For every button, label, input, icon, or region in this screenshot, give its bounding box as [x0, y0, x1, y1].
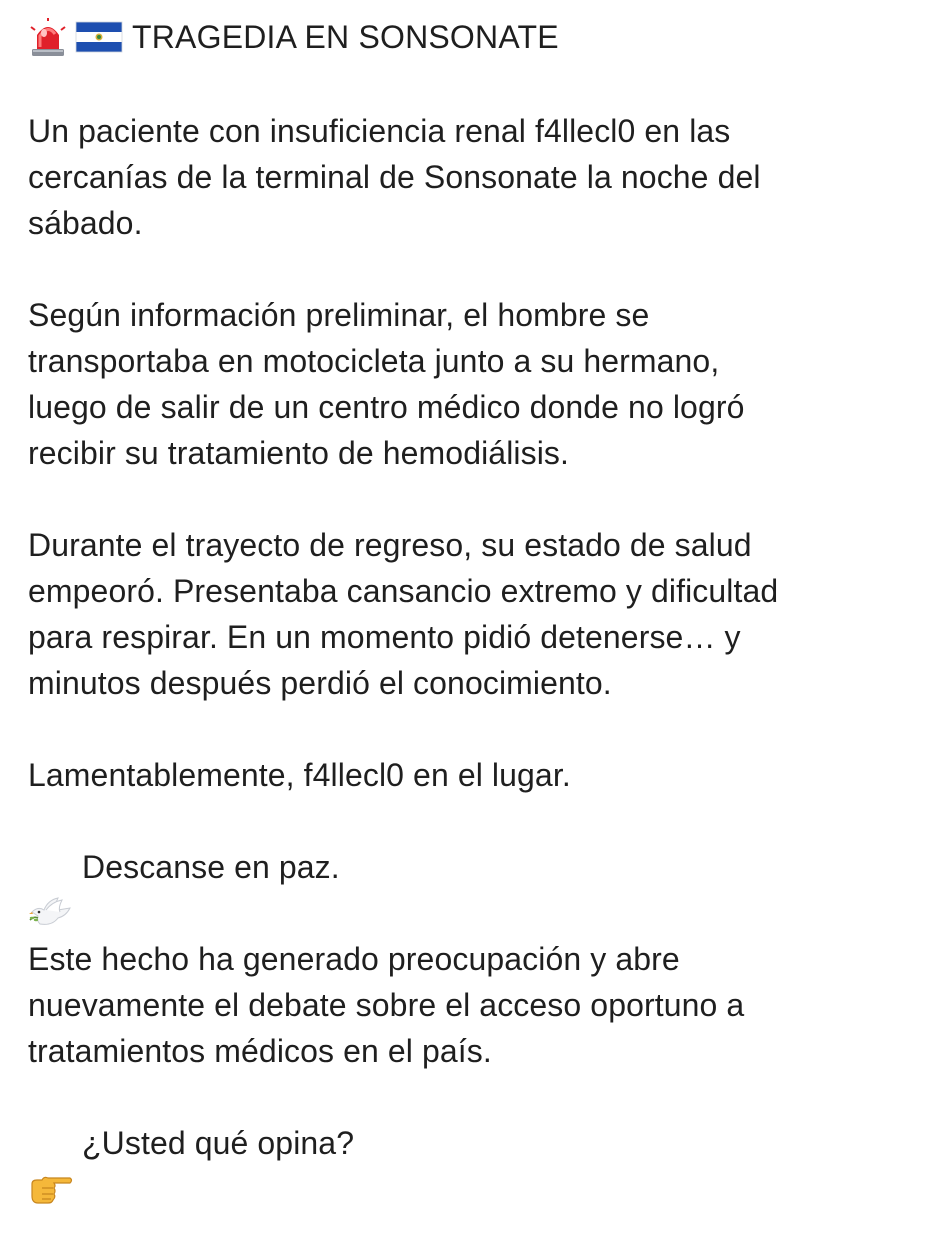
- rest-in-peace-line: [28, 844, 908, 890]
- paragraph-debate: Este hecho ha generado preocupación y abre nuevamente el debate sobre el acceso oportuno a tratamientos médicos en el país.: [28, 941, 745, 1069]
- paragraph-return-trip: Durante el trayecto de regreso, su estado de salud empeoró. Presentaba cansancio extremo y dificultad para respirar. En un momento pidió detenerse… y minutos después perdió el conocimiento.: [28, 527, 779, 701]
- paragraph-outcome: Lamentablemente, f4llecl0 en el lugar.: [28, 757, 571, 793]
- dove-icon: [28, 844, 74, 890]
- post-title-row: [28, 12, 908, 62]
- el-salvador-flag-icon: [74, 17, 124, 57]
- paragraph-preliminary-info: Según información preliminar, el hombre se transportaba en motocicleta junto a su hermano, luego de salir de un centro médico donde no logró recibir su tratamiento de hemodiálisis.: [28, 297, 745, 471]
- question-line: [28, 1120, 908, 1166]
- post-content: [28, 12, 908, 1166]
- pointing-right-hand-icon: [28, 1122, 74, 1164]
- paragraph-intro: Un paciente con insuficiencia renal f4llecl0 en las cercanías de la terminal de Sonsonate la noche del sábado.: [28, 113, 761, 241]
- police-light-icon: [28, 17, 68, 57]
- question-text: ¿Usted qué opina?: [82, 1125, 355, 1161]
- post-title: TRAGEDIA EN SONSONATE: [132, 19, 559, 55]
- rest-in-peace-text: Descanse en paz.: [82, 849, 340, 885]
